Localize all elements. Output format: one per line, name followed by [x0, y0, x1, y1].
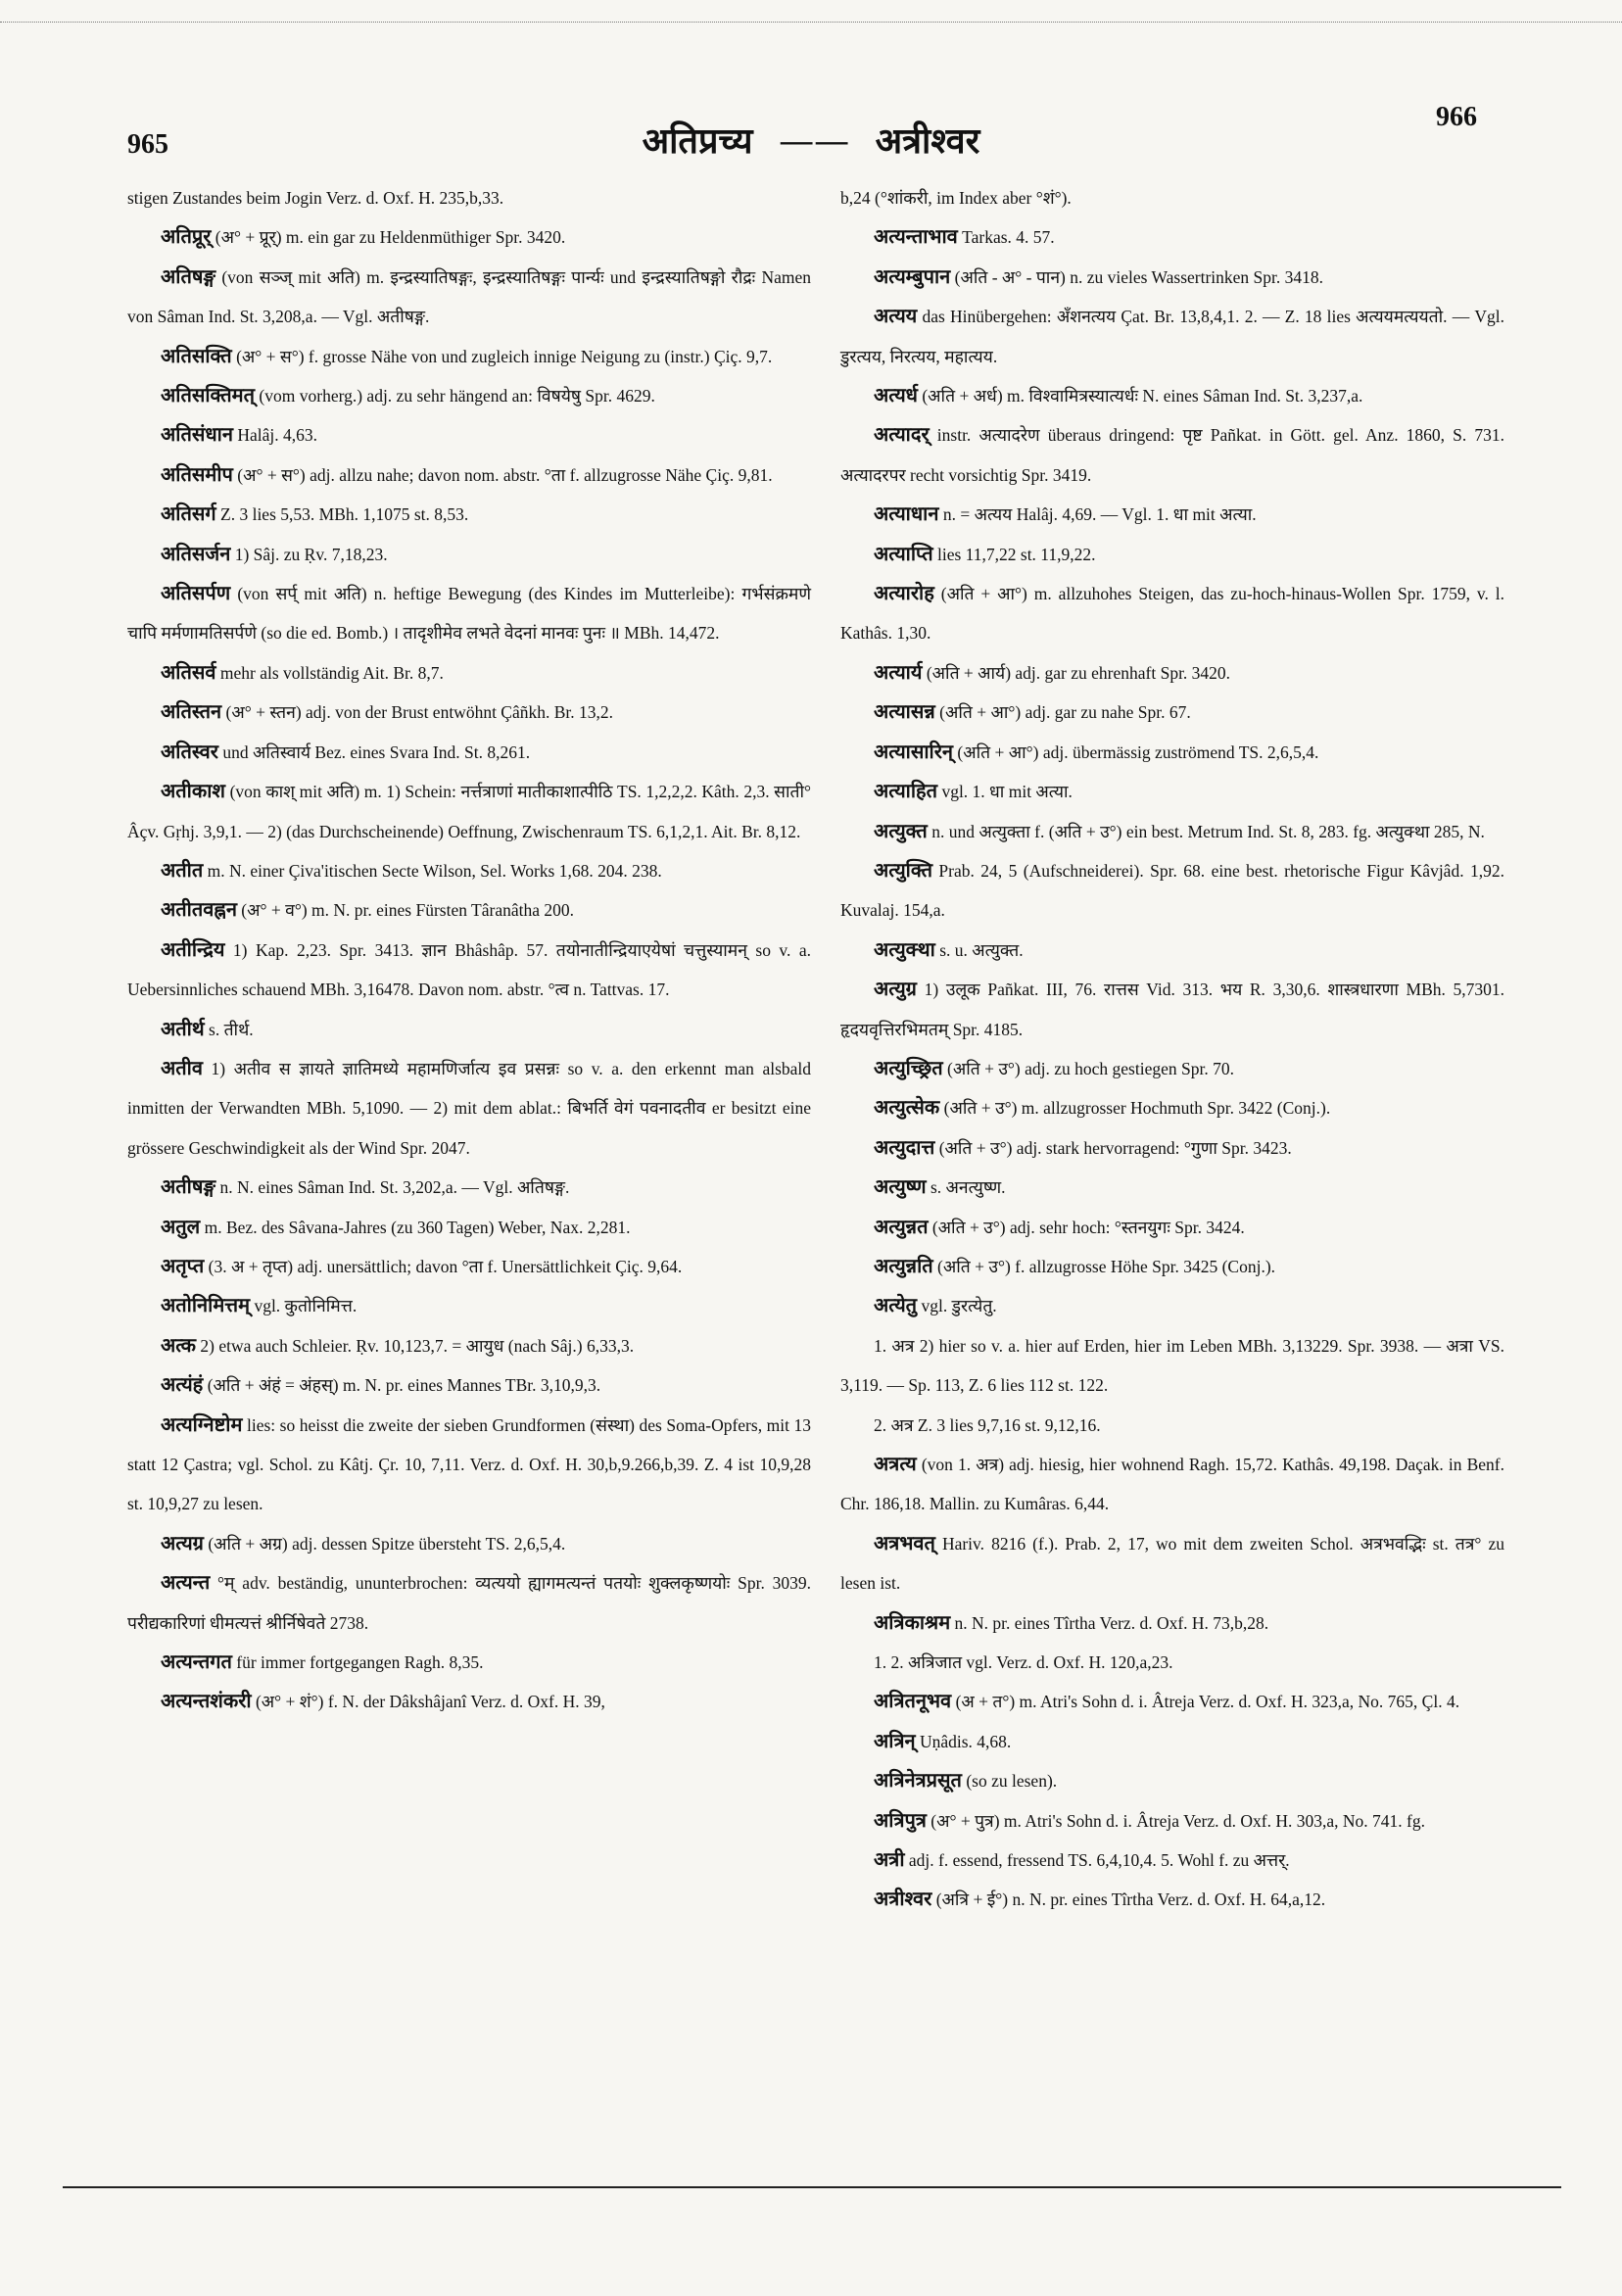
dictionary-entry [127, 415, 811, 454]
dictionary-entry [840, 733, 1504, 772]
dictionary-entry [840, 1761, 1504, 1800]
dictionary-entry [840, 415, 1504, 495]
entry-text: (अ° + पुत्र) m. Atri's Sohn d. i. Âtreja Verz. d. Oxf. H. 303,a, No. 741. fg. [930, 1810, 1425, 1831]
headword: अत्यन्ताभाव [874, 226, 958, 249]
dictionary-entry [127, 772, 811, 851]
dictionary-entry [840, 1682, 1504, 1721]
headword: अत्रत्य [874, 1454, 917, 1475]
headword: अत्यन्तगत [161, 1651, 232, 1674]
dictionary-entry [127, 1524, 811, 1563]
entry-text: stigen Zustandes beim Jogin Verz. d. Oxf. H. 235,b,33. [127, 188, 504, 208]
dictionary-entry [127, 693, 811, 732]
dictionary-entry [127, 1682, 811, 1721]
dictionary-entry [127, 1326, 811, 1365]
entry-text: m. N. einer Çiva'itischen Secte Wilson, Sel. Works 1,68. 204. 238. [207, 860, 662, 881]
entry-text: (अ° + स°) f. grosse Nähe von und zugleich innige Neigung zu (instr.) Çiç. 9,7. [236, 346, 773, 366]
guide-word-first: अतिप्रच्य [642, 120, 753, 162]
entry-text: (vom vorherg.) adj. zu sehr hängend an: विषयेषु Spr. 4629. [259, 386, 655, 407]
entry-text: (अति + उ°) m. allzugrosser Hochmuth Spr. 3422 (Conj.). [943, 1098, 1331, 1119]
entry-text: (अ° + व°) m. N. pr. eines Fürsten Târanâtha 200. [241, 900, 574, 921]
entry-text: lies: so heisst die zweite der sieben Grundformen (संस्था) des Soma-Opfers, mit 13 statt 12 Çastra; vgl. Schol. zu Kâtj. Çr. 10, 7,11. Verz. d. Oxf. H. 30,b,9.266,b,39. Z. 4 ist 10,9,28 st. 10,9,27 zu lesen. [127, 1414, 811, 1514]
entry-text: mehr als vollständig Ait. Br. 8,7. [219, 662, 444, 683]
entry-text: für immer fortgegangen Ragh. 8,35. [236, 1652, 484, 1673]
headword: अत्युक्ति [874, 859, 932, 882]
entry-text: (अति + उ°) adj. sehr hoch: °स्तनयुगः Spr. 3424. [931, 1217, 1245, 1237]
dictionary-entry [840, 970, 1504, 1049]
dictionary-entry [127, 1010, 811, 1049]
entry-text: n. und अत्युक्ता f. (अति + उ°) ein best. Metrum Ind. St. 8, 283. fg. अत्युक्था 285, N. [931, 821, 1485, 841]
dictionary-entry [127, 376, 811, 415]
entry-text: (so zu lesen). [966, 1771, 1058, 1792]
headword: अत्क [161, 1334, 197, 1357]
headword: अतीतवह्नन [161, 899, 237, 922]
entry-text: Z. 3 lies 5,53. MBh. 1,1075 st. 8,53. [220, 504, 469, 525]
dictionary-entry [127, 178, 811, 217]
headword: अत्युक्था [874, 938, 935, 961]
dictionary-entry [840, 217, 1504, 257]
running-header [0, 116, 1622, 164]
dictionary-entry [127, 851, 811, 890]
headword: अतिसर्ग [161, 503, 216, 526]
entry-text: Halâj. 4,63. [237, 425, 317, 446]
dictionary-entry [840, 1049, 1504, 1088]
dictionary-entry [840, 1088, 1504, 1127]
page-number-left: 965 [127, 129, 168, 160]
headword: अतीकाश [161, 781, 225, 803]
headword: अत्याप्ति [874, 543, 933, 565]
headword: अतीत [161, 859, 204, 882]
dictionary-entry [840, 851, 1504, 931]
entry-text: (अति + अंहं = अंहस्) m. N. pr. eines Mannes TBr. 3,10,9,3. [207, 1375, 601, 1396]
entry-text: (3. अ + तृप्त) adj. unersättlich; davon °ता f. Unersättlichkeit Çiç. 9,64. [208, 1256, 683, 1276]
entry-text: m. Bez. des Sâvana-Jahres (zu 360 Tagen) Weber, Nax. 2,281. [204, 1217, 631, 1237]
dictionary-entry [840, 653, 1504, 693]
dictionary-entry [127, 1208, 811, 1247]
dictionary-entry [840, 574, 1504, 653]
dictionary-entry [840, 772, 1504, 811]
headword: अत्रिकाश्रम [874, 1611, 951, 1634]
entry-text: n. = अत्यय Halâj. 4,69. — Vgl. 1. धा mit अत्या. [942, 504, 1257, 525]
dictionary-entry [840, 376, 1504, 415]
dictionary-entry [127, 574, 811, 653]
headword: अत्यार्य [874, 661, 923, 684]
entry-text: (अत्रि + ई°) n. N. pr. eines Tîrtha Verz. d. Oxf. H. 64,a,12. [935, 1889, 1326, 1910]
entry-text: instr. अत्यादरेण überaus dringend: पृष्ट Pañkat. in Gött. gel. Anz. 1860, S. 731. अत्यादरपर recht vorsichtig Spr. 3419. [840, 425, 1504, 485]
headword: अत्युग्र [874, 979, 917, 1001]
dictionary-entry [840, 178, 1504, 217]
dictionary-entry [840, 1168, 1504, 1207]
dictionary-entry [840, 495, 1504, 534]
headword: अतिसमीप [161, 463, 233, 486]
entry-text: 1) अतीव स ज्ञायते ज्ञातिमध्ये महामणिर्जात्य इव प्रसन्नः so v. a. den erkennt man alsbald inmitten der Verwandten MBh. 5,1090. — 2) mit dem ablat.: बिभर्ति वेगं पवनादतीव er besitzt eine grössere Geschwindigkeit als der Wind Spr. 2047. [127, 1058, 812, 1158]
headword: अत्यग्निष्टोम [161, 1413, 243, 1436]
entry-text: n. N. eines Sâman Ind. St. 3,202,a. — Vgl. अतिषङ्ग. [219, 1177, 570, 1198]
entry-text: (अति + उ°) f. allzugrosse Höhe Spr. 3425 (Conj.). [937, 1256, 1276, 1276]
entry-text: 1) Sâj. zu Ṛv. 7,18,23. [234, 544, 388, 564]
entry-text: adj. f. essend, fressend TS. 6,4,10,4. 5. Wohl f. zu अत्तर्. [908, 1850, 1290, 1871]
dictionary-entry [840, 1524, 1504, 1603]
headword: अत्यादर् [874, 424, 930, 447]
dictionary-entry [127, 733, 811, 772]
headword: अतीव [161, 1057, 203, 1079]
dictionary-entry [127, 455, 811, 495]
dictionary-entry [127, 931, 811, 1010]
headword: अत्यारोह [874, 583, 934, 605]
scan-top-edge [0, 0, 1622, 23]
entry-text: n. N. pr. eines Tîrtha Verz. d. Oxf. H. 73,b,28. [954, 1612, 1269, 1633]
dictionary-entry [127, 217, 811, 257]
dictionary-entry [840, 258, 1504, 297]
dictionary-entry [127, 1168, 811, 1207]
dictionary-entry [127, 1406, 811, 1524]
headword: अत्यंहं [161, 1374, 204, 1397]
dictionary-entry [840, 535, 1504, 574]
entry-text: (अ° + स्तन) adj. von der Brust entwöhnt Çâñkh. Br. 13,2. [225, 702, 614, 723]
headword: अत्री [874, 1849, 905, 1872]
headword: अत्युन्नति [874, 1255, 933, 1277]
headword: अत्युत्सेक [874, 1097, 940, 1120]
headword: अत्युदात्त [874, 1136, 935, 1159]
dictionary-entry [127, 495, 811, 534]
headword: अत्युन्नत [874, 1216, 929, 1238]
entry-text: (अति + आर्य) adj. gar zu ehrenhaft Spr. 3420. [926, 662, 1231, 683]
headword: अत्यन्त [161, 1572, 211, 1595]
headword: अतोनिमित्तम् [161, 1295, 251, 1317]
headword: अत्याहित [874, 781, 938, 803]
headword: अत्येतु [874, 1295, 918, 1317]
entry-text: (अति + उ°) adj. stark hervorragend: °गुणा Spr. 3423. [938, 1137, 1292, 1158]
entry-text: 1) उलूक Pañkat. III, 76. रात्तस Vid. 313. भय R. 3,30,6. शास्त्रधारणा MBh. 5,7301. हृदयवृत्तिरभिमतम् Spr. 4185. [840, 980, 1505, 1039]
dictionary-entry [127, 258, 811, 337]
dictionary-entry [127, 653, 811, 693]
entry-text: das Hinübergehen: अँशनत्यय Çat. Br. 13,8,4,1. 2. — Z. 18 lies अत्ययमत्ययतो. — Vgl. डुरत्यय, निरत्यय, महात्यय. [840, 307, 1505, 366]
dictionary-entry [127, 1247, 811, 1286]
headword: अत्रभवत् [874, 1532, 935, 1555]
entry-text: s. अनत्युष्ण. [930, 1177, 1006, 1198]
headword: अत्युष्ण [874, 1176, 927, 1199]
entry-text: vgl. डुरत्येतु. [921, 1296, 997, 1316]
entry-text: 2) etwa auch Schleier. Ṛv. 10,123,7. = आयुध (nach Sâj.) 6,33,3. [200, 1335, 635, 1356]
entry-text: Uṇâdis. 4,68. [919, 1731, 1012, 1751]
page-number-right: 966 [1436, 102, 1477, 132]
dictionary-entry [840, 1406, 1504, 1445]
headword: अत्रितनूभव [874, 1691, 952, 1713]
entry-text: (अति + उ°) adj. zu hoch gestiegen Spr. 70. [947, 1058, 1234, 1078]
left-column [127, 178, 811, 1722]
headword: अत्यासन्न [874, 701, 935, 724]
entry-text: 2. अत्र Z. 3 lies 9,7,16 st. 9,12,16. [874, 1414, 1101, 1435]
entry-text: 1. 2. अत्रिजात vgl. Verz. d. Oxf. H. 120,a,23. [874, 1652, 1173, 1673]
headword: अत्रिन् [874, 1730, 916, 1752]
headword: अत्रिनेत्रप्रसूत [874, 1770, 962, 1793]
headword: अतिस्तन [161, 701, 222, 724]
dictionary-entry [127, 890, 811, 930]
entry-text: und अतिस्वार्य Bez. eines Svara Ind. St. 8,261. [222, 741, 531, 762]
dictionary-entry [840, 1286, 1504, 1325]
entry-text: (अति - अ° - पान) n. zu vieles Wassertrinken Spr. 3418. [954, 266, 1324, 287]
dictionary-entry [840, 1841, 1504, 1880]
headword: अत्यर्ध [874, 385, 918, 407]
dictionary-entry [127, 1286, 811, 1325]
headword: अतिप्रूर् [161, 226, 212, 249]
headword: अतिषङ्ग [161, 265, 216, 288]
entry-text: vgl. कुतोनिमित्त. [254, 1296, 358, 1316]
dictionary-entry [127, 1049, 811, 1168]
entry-text: (अति + आ°) adj. übermässig zuströmend TS. 2,6,5,4. [957, 741, 1319, 762]
headword: अत्यग्र [161, 1532, 204, 1555]
dictionary-entry [127, 337, 811, 376]
headword: अतिसक्तिमत् [161, 385, 256, 407]
dictionary-entry [840, 1128, 1504, 1168]
entry-text: s. u. अत्युक्त. [939, 939, 1024, 960]
headword: अत्यासारिन् [874, 741, 954, 763]
dictionary-entry [840, 1801, 1504, 1841]
dictionary-entry [840, 1603, 1504, 1643]
dictionary-entry [840, 931, 1504, 970]
headword: अतिसर्व [161, 661, 216, 684]
entry-text: (अति + आ°) adj. gar zu nahe Spr. 67. [939, 702, 1191, 723]
entry-text: Prab. 24, 5 (Aufschneiderei). Spr. 68. eine best. rhetorische Figur Kâvjâd. 1,92. Kuvalaj. 154,a. [840, 860, 1505, 921]
dictionary-entry [840, 1208, 1504, 1247]
dictionary-entry [840, 812, 1504, 851]
entry-text: °म् adv. beständig, ununterbrochen: व्यत्ययो ह्यागमत्यन्तं पतयोः शुक्लकृष्णयोः Spr. 3039. परीद्यकारिणां धीमत्यत्तं श्रीर्निषेवते 2738. [127, 1573, 811, 1633]
dictionary-entry [840, 1722, 1504, 1761]
entry-text: vgl. 1. धा mit अत्या. [941, 782, 1073, 802]
dictionary-entry [840, 693, 1504, 732]
entry-text: b,24 (°शांकरी, im Index aber °शं°). [840, 188, 1072, 208]
headword: अतिसंधान [161, 424, 233, 447]
headword: अतिस्वर [161, 741, 218, 763]
dictionary-entry [840, 297, 1504, 376]
headword: अतृप्त [161, 1255, 205, 1277]
headword: अत्यय [874, 306, 918, 328]
entry-text: (अ + त°) m. Atri's Sohn d. i. Âtreja Verz. d. Oxf. H. 323,a, No. 765, Çl. 4. [955, 1692, 1460, 1712]
dictionary-entry [127, 535, 811, 574]
headword: अतीषङ्ग [161, 1176, 216, 1199]
page-bottom-rule [63, 2186, 1561, 2188]
entry-text: lies 11,7,22 st. 11,9,22. [936, 544, 1096, 564]
dictionary-entry [840, 1247, 1504, 1286]
dictionary-entry [127, 1643, 811, 1682]
entry-text: s. तीर्थ. [209, 1019, 254, 1039]
headword: अतिसर्पण [161, 583, 231, 605]
guide-word-last: अत्रीश्वर [875, 120, 980, 162]
entry-text: (von सर्प् mit अति) n. heftige Bewegung (des Kindes im Mutterleibe): गर्भसंक्रमणे चापि मर्मणामतिसर्पणे (so die ed. Bomb.) । तादृशीमेव लभते वेदनां मानवः पुनः ॥ MBh. 14,472. [127, 584, 811, 644]
entry-text: 1) Kap. 2,23. Spr. 3413. ज्ञान Bhâshâp. 57. तयोनातीन्द्रियाएयेषां चत्तुस्यामन् so v. a. Uebersinnliches schauend MBh. 3,16478. Davon nom. abstr. °त्व n. Tattvas. 17. [127, 939, 812, 1000]
headword: अत्यम्बुपान [874, 265, 951, 288]
headword: अतुल [161, 1216, 201, 1238]
headword: अत्याधान [874, 503, 939, 526]
dictionary-entry [840, 1326, 1504, 1406]
entry-text: Tarkas. 4. 57. [962, 227, 1055, 248]
entry-text: (अति + अर्ध) m. विश्वामित्रस्यात्यर्धः N. eines Sâman Ind. St. 3,237,a. [922, 386, 1363, 407]
dictionary-entry [127, 1365, 811, 1405]
entry-text: (अति + आ°) m. allzuhohes Steigen, das zu-hoch-hinaus-Wollen Spr. 1759, v. l. Kathâs. 1,30. [840, 584, 1504, 644]
headword: अतिसक्ति [161, 345, 232, 367]
guide-dash: —— [779, 121, 850, 162]
entry-text: (von सञ्ज् mit अति) m. इन्द्रस्यातिषङ्गः, इन्द्रस्यातिषङ्गः पार्न्यः und इन्द्रस्यातिषङ्गो रौद्रः Namen von Sâman Ind. St. 3,208,a. — Vgl. अतीषङ्ग. [127, 266, 811, 327]
dictionary-entry [840, 1880, 1504, 1919]
entry-text: (अ° + शं°) f. N. der Dâkshâjanî Verz. d. Oxf. H. 39, [255, 1692, 605, 1712]
headword: अत्यन्तशंकरी [161, 1691, 252, 1713]
entry-text: Hariv. 8216 (f.). Prab. 2, 17, wo mit dem zweiten Schol. अत्रभवद्भिः st. तत्र° zu lesen ist. [840, 1533, 1504, 1594]
entry-text: (अति + अग्र) adj. dessen Spitze übersteht TS. 2,6,5,4. [208, 1533, 566, 1554]
right-column [840, 178, 1504, 1920]
headword: अतिसर्जन [161, 543, 231, 565]
headword: अत्युक्त [874, 820, 928, 842]
headword: अत्रिपुत्र [874, 1809, 927, 1832]
entry-text: (von 1. अत्र) adj. hiesig, hier wohnend Ragh. 15,72. Kathâs. 49,198. Daçak. in Benf. Chr. 186,18. Mallin. zu Kumâras. 6,44. [840, 1455, 1504, 1514]
dictionary-entry [840, 1445, 1504, 1524]
entry-text: (अ° + स°) adj. allzu nahe; davon nom. abstr. °ता f. allzugrosse Nähe Çiç. 9,81. [237, 464, 773, 485]
entry-text: (von काश् mit अति) m. 1) Schein: नर्त्तत्राणां मातीकाशात्पीठि TS. 1,2,2,2. Kâth. 2,3. साती° Âçv. Gṛhj. 3,9,1. — 2) (das Durchscheinende) Oeffnung, Zwischenraum TS. 6,1,2,1. Ait. Br. 8,12. [127, 782, 812, 841]
dictionary-entry [127, 1563, 811, 1643]
headword: अत्रीश्वर [874, 1889, 932, 1911]
entry-text: 1. अत्र 2) hier so v. a. hier auf Erden, hier im Leben MBh. 3,13229. Spr. 3938. — अत्रा VS. 3,119. — Sp. 113, Z. 6 lies 112 st. 122. [840, 1335, 1504, 1396]
headword: अतीर्थ [161, 1018, 205, 1040]
dictionary-entry [840, 1643, 1504, 1682]
headword: अत्युच्छ्रित [874, 1057, 943, 1079]
headword: अतीन्द्रिय [161, 938, 225, 961]
entry-text: (अ° + प्रूर्) m. ein gar zu Heldenmüthiger Spr. 3420. [215, 227, 566, 248]
